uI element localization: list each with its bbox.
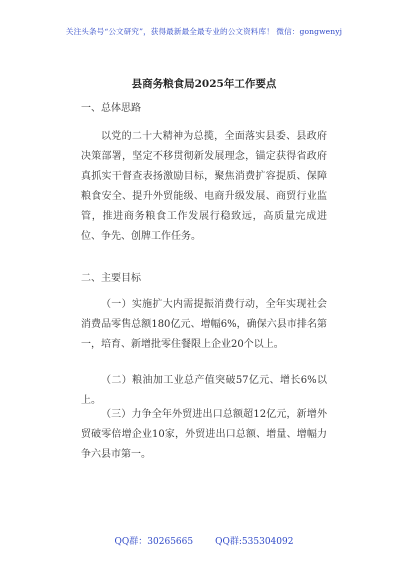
qq-group-1: QQ群：30265665 [114,537,194,547]
section-heading-goals: 二、主要目标 [81,273,141,284]
paragraph-goal-trade: （三）力争全年外贸进出口总额超12亿元，新增外贸破零倍增企业10家，外贸进出口总额、增量、增幅力争六县市第一。 [81,409,327,460]
section-heading-overview: 一、总体思路 [81,103,141,114]
qq-group-2: QQ群:535304092 [215,537,294,547]
header-banner: 关注头条号“公文研究”，获得最新最全最专业的公文资料库！ 微信：gongwenyj [65,27,343,36]
paragraph-goal-consumption: （一）实施扩大内需提振消费行动，全年实现社会消费品零售总额180亿元、增幅6%，确保六县市排名第一，培育、新增批零住餐限上企业20个以上。 [81,299,327,350]
document-title: 县商务粮食局2025年工作要点 [131,78,277,90]
paragraph-overview: 以党的二十大精神为总揽，全面落实县委、县政府决策部署，坚定不移贯彻新发展理念，锚定获得省政府真抓实干督查表扬激励目标，聚焦消费扩容提质、保障粮食安全、提升外贸能级、电商升级发展、商贸行业监管，推进商务粮食工作发展行稳致远，高质量完成进位、争先、创牌工作任务。 [81,131,327,242]
footer-contact [0,534,408,547]
paragraph-goal-grain: （二）粮油加工业总产值突破57亿元、增长6%以上。 [81,375,327,406]
